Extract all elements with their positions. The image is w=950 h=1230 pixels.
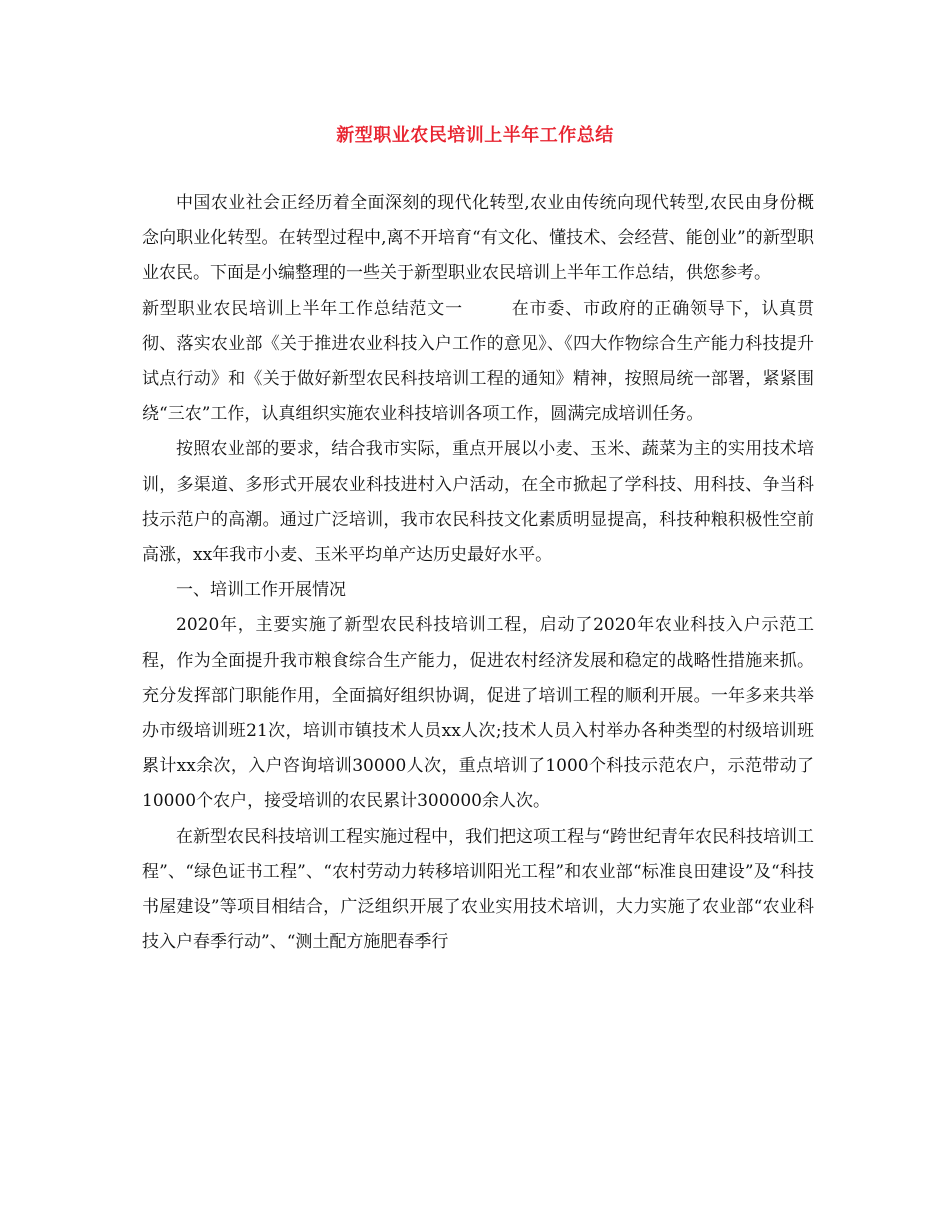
requirements-paragraph: 按照农业部的要求，结合我市实际，重点开展以小麦、玉米、蔬菜为主的实用技术培训，多渠道、多形式开展农业科技进村入户活动，在全市掀起了学科技、用科技、争当科技示范户的高潮。通过广泛培训，我市农民科技文化素质明显提高，科技种粮积极性空前高涨，xx年我市小麦、玉米平均单产达历史最好水平。	[142, 439, 814, 566]
document-body	[142, 186, 814, 960]
sample-text: 在市委、市政府的正确领导下，认真贯彻、落实农业部《关于推进农业科技入户工作的意见》、《四大作物综合生产能力科技提升试点行动》和《关于做好新型农民科技培训工程的通知》精神，按照局统一部署，紧紧围绕“三农”工作，认真组织实施农业科技培训各项工作，圆满完成培训任务。	[142, 298, 815, 425]
sample-heading: 新型职业农民培训上半年工作总结范文一	[142, 298, 463, 319]
document-title: 新型职业农民培训上半年工作总结	[336, 125, 614, 146]
intro-paragraph: 中国农业社会正经历着全面深刻的现代化转型,农业由传统向现代转型,农民由身份概念向职业化转型。在转型过程中,离不开培育“有文化、懂技术、会经营、能创业”的新型职业农民。下面是小编整理的一些关于新型职业农民培训上半年工作总结，供您参考。	[142, 193, 814, 284]
sample-paragraph	[142, 292, 814, 433]
training-paragraph: 2020年，主要实施了新型农民科技培训工程，启动了2020年农业科技入户示范工程，作为全面提升我市粮食综合生产能力，促进农村经济发展和稳定的战略性措施来抓。充分发挥部门职能作用，全面搞好组织协调，促进了培训工程的顺利开展。一年多来共举办市级培训班21次，培训市镇技术人员xx人次;技术人员入村举办各种类型的村级培训班累计xx余次，入户咨询培训30000人次，重点培训了1000个科技示范农户，示范带动了10000个农户，接受培训的农民累计300000余人次。	[142, 615, 814, 812]
section-heading: 一、培训工作开展情况	[176, 580, 346, 601]
implementation-paragraph: 在新型农民科技培训工程实施过程中，我们把这项工程与“跨世纪青年农民科技培训工程”、“绿色证书工程”、“农村劳动力转移培训阳光工程”和农业部“标准良田建设”及“科技书屋建设”等项目相结合，广泛组织开展了农业实用技术培训，大力实施了农业部“农业科技入户春季行动”、“测土配方施肥春季行	[142, 826, 814, 953]
